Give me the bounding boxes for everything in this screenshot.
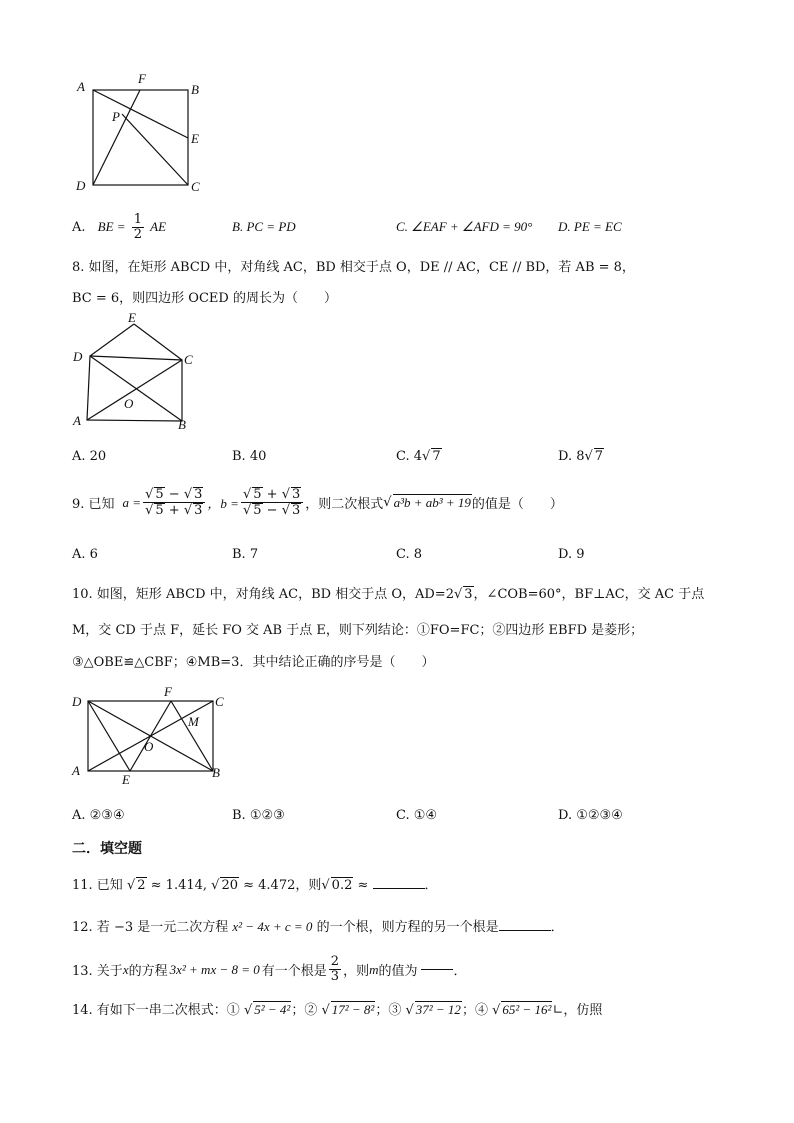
label-o: O: [124, 396, 134, 411]
label-o: O: [144, 739, 154, 754]
q13-question: 13. 关于 x 的方程 3x² + mx − 8 = 0 有一个根是 $\frac{2}{3}$ ，则 m 的值为 ．: [72, 954, 467, 984]
q8-figure: [70, 308, 200, 433]
q8-question-line1: 8. 如图，在矩形 ABCD 中，对角线 AC，BD 相交于点 O，DE // AC，CE // BD，若 AB = 8，: [72, 260, 635, 275]
label-e: E: [191, 131, 199, 146]
q8-option-d: D. 8√ 7: [558, 449, 604, 464]
sqrt-symbol: √: [383, 495, 392, 510]
segment-ae: [93, 90, 188, 138]
label-b: B: [212, 765, 220, 780]
segment-de: [88, 701, 130, 771]
segment-ce: [134, 324, 182, 360]
label-c: C: [184, 352, 193, 367]
label-p: P: [112, 109, 120, 124]
q9-question: 9. 已知 a = $\frac{√ 5 - √ 3}{√ 5 + √ 3}$ ，b = $\frac{√ 5 + √ 3}{√ 5 - √ 3}$ ，则二次根式 √ a³b + ab³ + 19 的值是（ ）: [72, 487, 563, 518]
sqrt-symbol: √: [584, 449, 593, 464]
label-d: D: [72, 694, 82, 709]
segment-fe: [130, 701, 171, 771]
answer-blank[interactable]: [373, 888, 425, 889]
segment-pc: [122, 114, 188, 185]
answer-blank[interactable]: [421, 969, 453, 970]
q12-question: 12. 若 −3 是一元二次方程 x² − 4x + c = 0 的一个根，则方程的另一个根是 ．: [72, 919, 564, 935]
segment-de: [90, 324, 134, 356]
q9-option-d: D. 9: [558, 547, 585, 562]
label-m: M: [188, 714, 199, 729]
label-a: A: [77, 79, 85, 94]
label-d: D: [76, 178, 86, 193]
label-e: E: [128, 310, 136, 325]
q7-option-b: B. PC = PD: [232, 219, 296, 234]
label-c: C: [191, 179, 200, 194]
q11-question: 11. 已知 √ 2 ≈ 1.414, √ 20 ≈ 4.472，则√ 0.2 ≈ ．: [72, 878, 438, 893]
q9-option-a: A. 6: [72, 547, 98, 562]
q7-figure: [70, 70, 220, 200]
sqrt-symbol: √: [453, 587, 463, 602]
label-f: F: [138, 71, 146, 86]
fraction-b: $\frac{√ 5 + √ 3}{√ 5 - √ 3}$: [241, 487, 303, 518]
label-f: F: [164, 684, 172, 699]
q8-question-line2: BC = 6，则四边形 OCED 的周长为（ ）: [72, 291, 337, 306]
answer-blank[interactable]: [499, 930, 551, 931]
q10-figure: [68, 682, 238, 792]
q10-option-b: B. ①②③: [232, 808, 285, 823]
q8-option-c: C. 4√ 7: [396, 449, 441, 464]
label-b: B: [191, 82, 199, 97]
q14-question: 14. 有如下一串二次根式：① √ 5² − 4²；② √ 17² − 8²；③ √ 37² − 12；④ √ 65² − 16²∟，仿照: [72, 1002, 603, 1018]
label-a: A: [73, 413, 81, 428]
q8-option-a: A. 20: [72, 449, 107, 464]
label-e: E: [122, 772, 130, 787]
segment-df: [93, 90, 140, 185]
q10-question-line3: ③△OBE≌△CBF；④MB=3．其中结论正确的序号是（ ）: [72, 655, 435, 670]
square-abcd: [93, 90, 188, 185]
q10-option-c: C. ①④: [396, 808, 438, 823]
q10-option-a: A. ②③④: [72, 808, 125, 823]
q10-question-line1: 10. 如图，矩形 ABCD 中，对角线 AC，BD 相交于点 O，AD=2√ 3，∠COB=60°，BF⊥AC，交 AC 于点: [72, 587, 705, 602]
q8-option-b: B. 40: [232, 449, 267, 464]
sqrt-symbol: √: [422, 449, 431, 464]
q7-option-c: C. ∠EAF + ∠AFD = 90°: [396, 219, 533, 234]
label-d: D: [73, 349, 83, 364]
q9-option-b: B. 7: [232, 547, 259, 562]
q10-option-d: D. ①②③④: [558, 808, 623, 823]
fraction-a: $\frac{√ 5 - √ 3}{√ 5 + √ 3}$: [143, 487, 205, 518]
q9-option-c: C. 8: [396, 547, 423, 562]
label-a: A: [72, 763, 80, 778]
fraction-two-thirds: $\frac{2}{3}$: [330, 954, 340, 984]
section-title: 二．填空题: [72, 841, 142, 857]
label-b: B: [178, 417, 186, 432]
label-c: C: [215, 694, 224, 709]
q10-question-line2: M，交 CD 于点 F，延长 FO 交 AB 于点 E，则下列结论：①FO=FC；②四边形 EBFD 是菱形；: [72, 623, 644, 638]
segment-fb: [171, 701, 213, 771]
q7-option-a: A. BE = $\frac{1}{2}$ AE: [72, 212, 167, 242]
fraction-one-half: $\frac{1}{2}$: [133, 212, 142, 242]
q7-option-d: D. PE = EC: [558, 219, 622, 234]
